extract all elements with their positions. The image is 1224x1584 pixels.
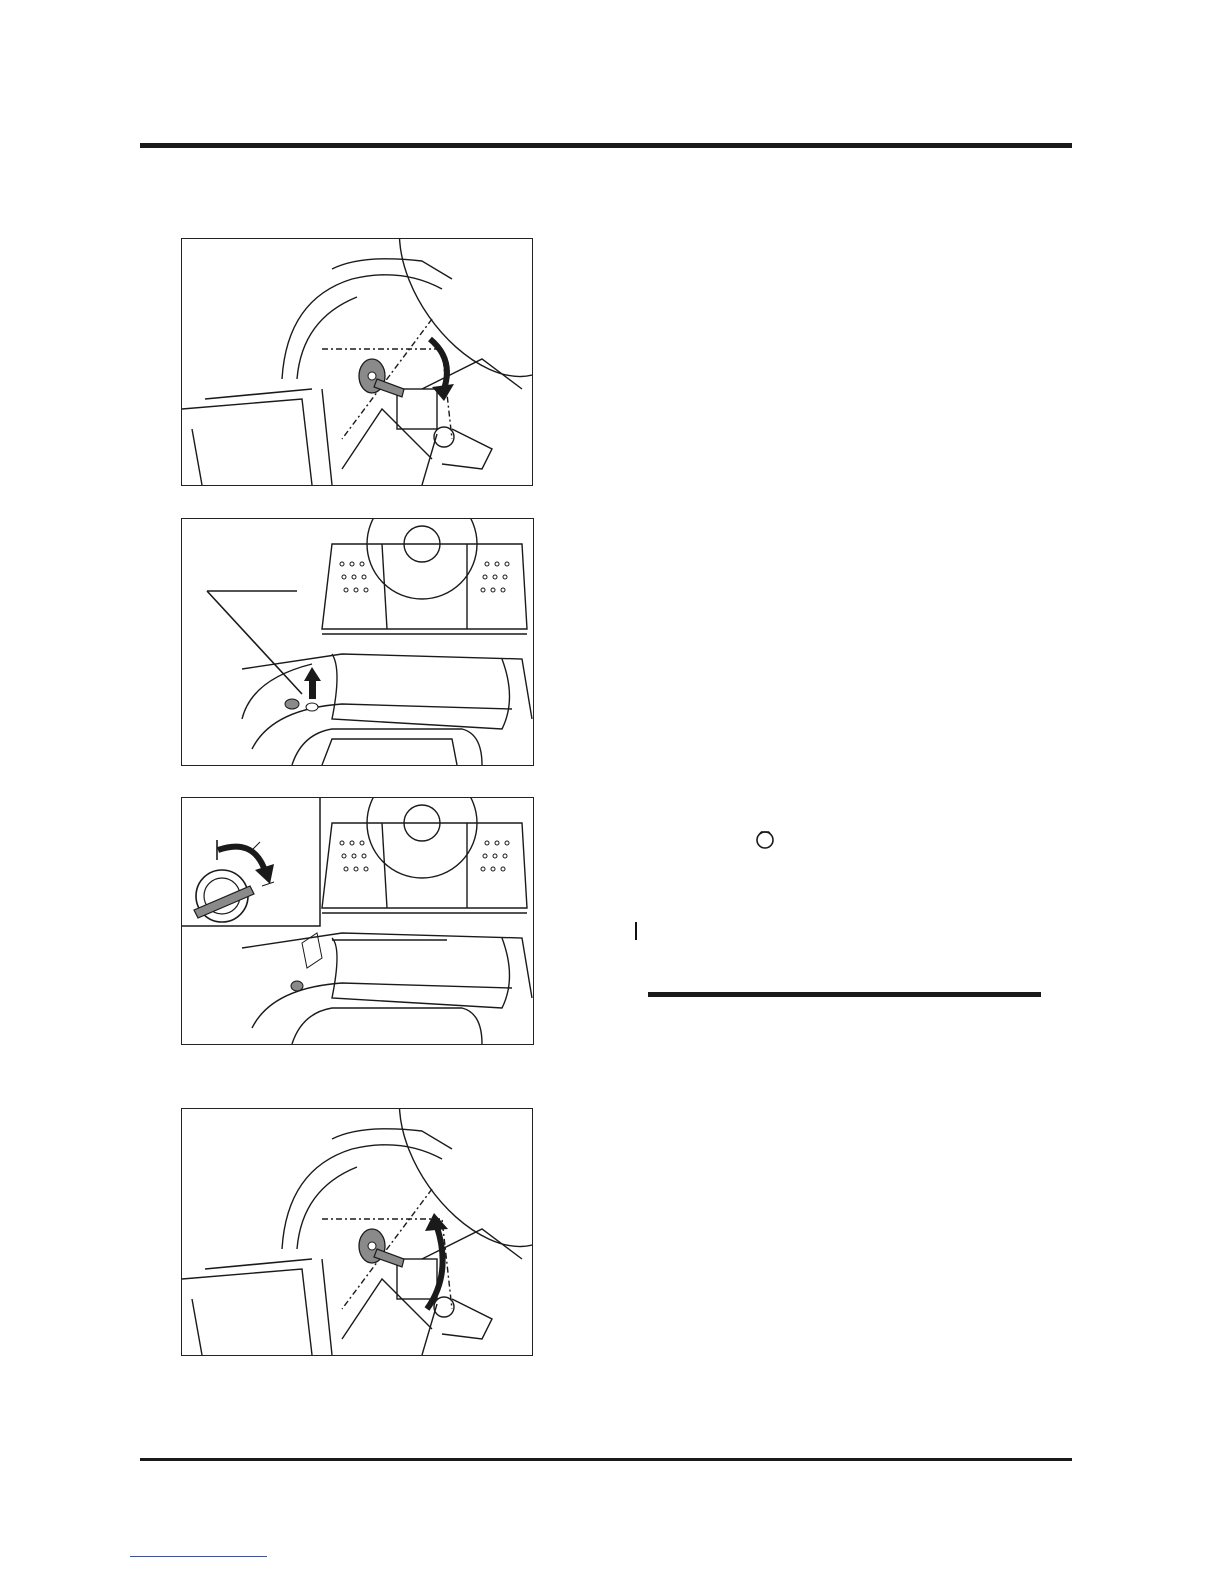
arrow-down-icon — [430, 339, 454, 401]
seat-release-knob — [291, 933, 322, 991]
key-icon — [194, 870, 254, 922]
figure-seat-release — [181, 518, 534, 766]
revision-bar — [635, 922, 637, 940]
header-rule — [140, 143, 1072, 148]
speaker-grille-right — [481, 562, 509, 592]
engine-symbol-icon — [754, 828, 776, 850]
figure-lever-up — [181, 1108, 533, 1356]
lever-up-illustration — [182, 1109, 532, 1355]
link-underline[interactable] — [130, 1556, 267, 1557]
seat-release-illustration — [182, 519, 533, 765]
figure-lever-down — [181, 238, 533, 486]
key-switch-illustration — [182, 798, 533, 1044]
figure-key-switch — [181, 797, 534, 1045]
knob-icon — [285, 699, 299, 709]
lever-down-illustration — [182, 239, 532, 485]
speaker-grille-left — [340, 562, 368, 592]
arrow-up-icon — [304, 667, 321, 711]
speaker-grille-right — [481, 841, 509, 871]
speaker-grille-left — [340, 841, 368, 871]
section-rule — [648, 992, 1041, 997]
footer-rule — [140, 1458, 1072, 1461]
